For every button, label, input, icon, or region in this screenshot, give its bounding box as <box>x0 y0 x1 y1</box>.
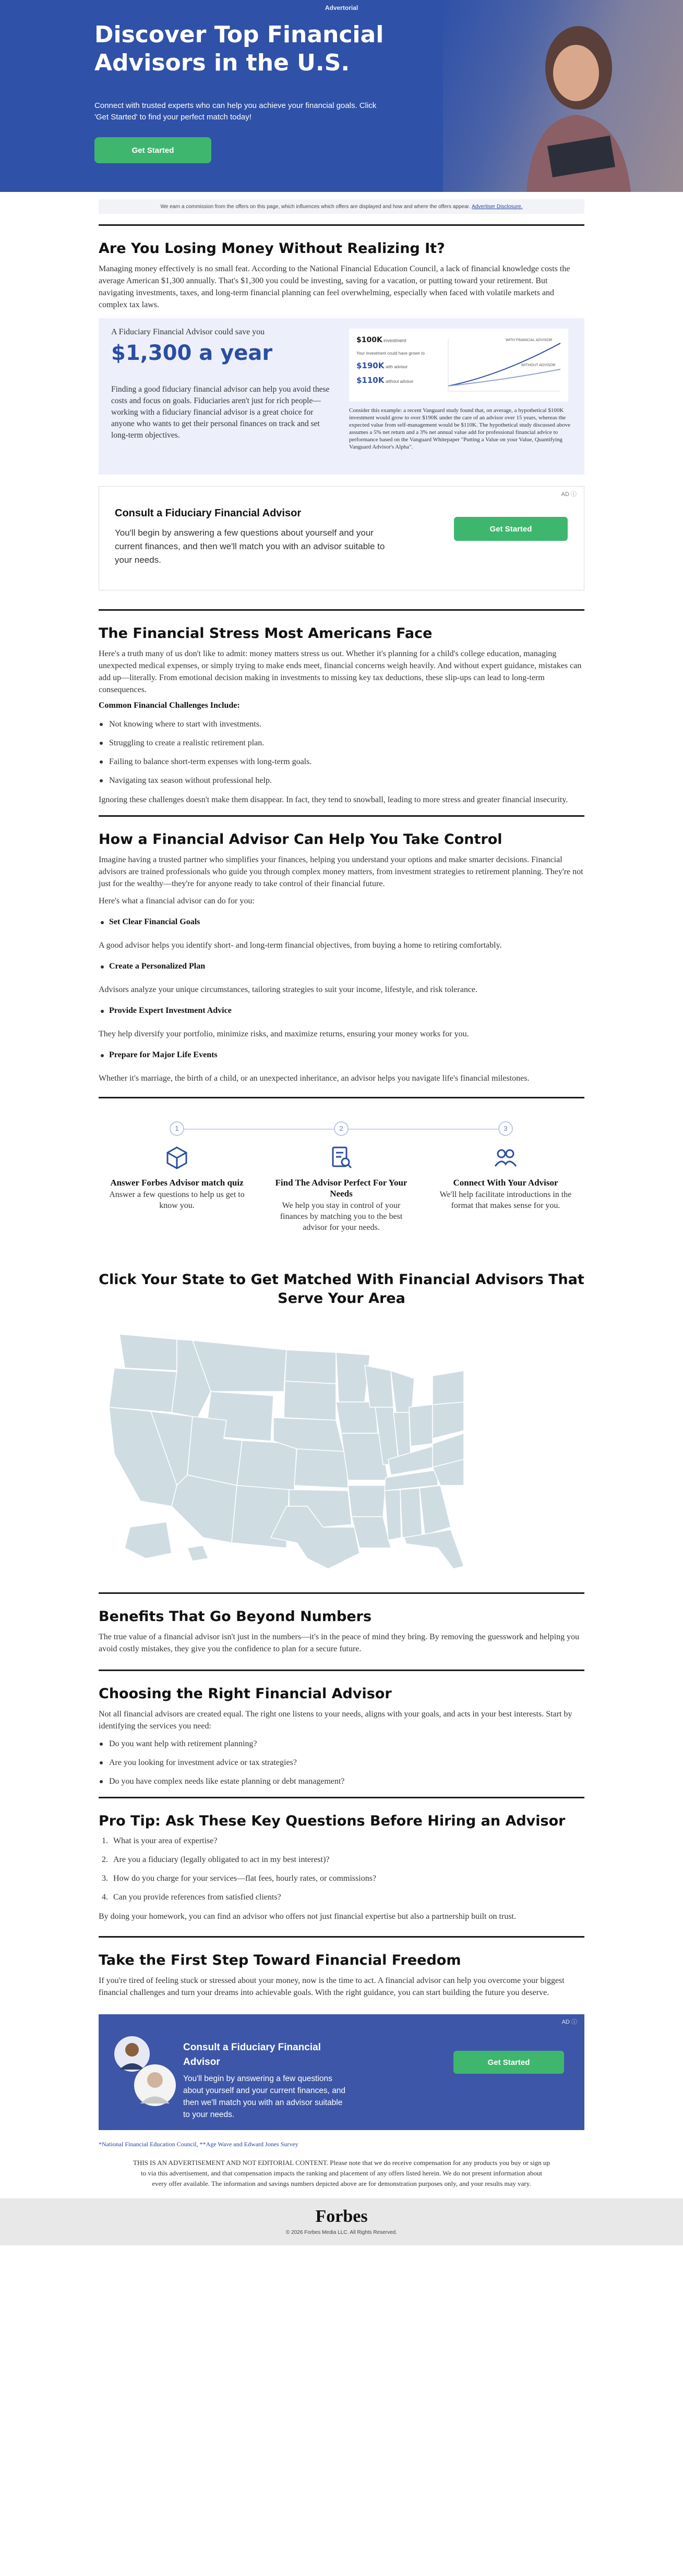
questions-list <box>110 1835 584 1903</box>
list-item: Do you have complex needs like estate planning or debt management? <box>99 1776 584 1787</box>
step-3 <box>438 1119 573 1211</box>
map-title: Click Your State to Get Matched With Financial Advisors That Serve Your Area <box>99 1272 584 1307</box>
step-text: We'll help facilitate introductions in the format that makes sense for you. <box>439 1190 572 1210</box>
section-divider <box>99 1097 584 1098</box>
ad-title: Consult a Fiduciary Financial Advisor <box>115 507 302 519</box>
section-title: Pro Tip: Ask These Key Questions Before Hiring an Advisor <box>99 1813 566 1829</box>
state-hawaii[interactable] <box>187 1545 208 1561</box>
state-arkansas[interactable] <box>348 1485 386 1517</box>
section-title: Benefits That Go Beyond Numbers <box>99 1609 372 1625</box>
step-title: Answer Forbes Advisor match quiz <box>110 1178 244 1188</box>
state-georgia[interactable] <box>420 1485 451 1535</box>
state-pennsylvania[interactable] <box>433 1402 464 1438</box>
section-body: Imagine having a trusted partner who simplifies your finances, helping you understand your options and make smarter decisions. Financial advisors are trained professionals who guide you through complex money matters, from investment strategies to retirement planning. They're not just for the wealthy—they're for anyone ready to take control of their financial future. <box>99 855 583 888</box>
state-north-dakota[interactable] <box>285 1350 336 1384</box>
section-body: Here's a truth many of us don't like to admit: money matters stress us out. Whether it's planning for a child's college education, managing unexpected medical expenses, or simply trying to make ends meet, financial concerns weigh heavily. And without expert guidance, mistakes can add up—literally. From emotional decision making in investments to missing key tax deductions, these slip-ups can lead to long-term consequences. <box>99 649 582 694</box>
benefit-heading: Prepare for Major Life Events <box>109 1050 584 1060</box>
list-item: 3. How do you charge for your services—flat fees, hourly rates, or commissions? <box>110 1873 584 1884</box>
without-advisor-line <box>448 369 560 386</box>
section-divider <box>99 1670 584 1671</box>
list-item: 2. Are you a fiduciary (legally obligated to act in my best interest)? <box>110 1854 584 1866</box>
section-title: Choosing the Right Financial Advisor <box>99 1686 392 1702</box>
state-alabama[interactable] <box>400 1488 422 1538</box>
benefit-text: They help diversify your portfolio, minimize risks, and maximize returns, ensuring your money works for you. <box>99 1030 469 1038</box>
section-divider <box>99 1936 584 1938</box>
disclosure-text: We earn a commission from the offers on this page, which influences which offers are displayed and how and where the offers appear. <box>160 203 471 210</box>
ad-get-started-button[interactable]: Get Started <box>454 517 568 541</box>
chart-start-label: investment <box>384 338 406 343</box>
services-list <box>99 1738 584 1787</box>
savings-amount: $1,300 a year <box>111 341 273 365</box>
benefit-heading: Provide Expert Investment Advice <box>109 1006 584 1015</box>
list-item: Are you looking for investment advice or tax strategies? <box>99 1757 584 1769</box>
chart-start-value: $100K <box>356 336 382 344</box>
ad-badge[interactable]: AD ⓘ <box>561 2019 577 2025</box>
section-body: By doing your homework, you can find an advisor who offers not just financial expertise but also a partnership built on trust. <box>99 1912 516 1921</box>
challenges-list <box>99 719 584 787</box>
commission-disclosure <box>99 199 584 214</box>
benefit-heading: Create a Personalized Plan <box>109 962 584 971</box>
section-body: Managing money effectively is no small feat. According to the National Financial Education Council, a lack of financial knowledge costs the average American $1,300 annually. That's $1,300 you could be investing, saving for a vacation, or putting toward your retirement. But navigating investments, taxes, and long-term financial planning can feel overwhelming, especially when faced with volatile markets and complex tax laws. <box>99 264 570 309</box>
step-text: We help you stay in control of your finances by matching you to the best advisor for your needs. <box>280 1201 403 1232</box>
list-item: 4. Can you provide references from satisfied clients? <box>110 1892 584 1903</box>
section-body: If you're tired of feeling stuck or stressed about your money, now is the time to act. A financial advisor can help you overcome your biggest financial challenges and turn your dreams into achievable goals. With the right guidance, you can start building the future you deserve. <box>99 1976 565 1997</box>
hero-get-started-button[interactable]: Get Started <box>94 137 211 163</box>
state-kansas[interactable] <box>294 1449 348 1488</box>
chart-mid-caption: Your investment could have grown to <box>356 351 425 356</box>
bottom-consult-ad <box>99 2014 584 2130</box>
section-divider <box>99 1592 584 1594</box>
step-number: 3 <box>498 1121 513 1136</box>
section-title: Are You Losing Money Without Realizing It? <box>99 240 445 257</box>
state-minnesota[interactable] <box>336 1352 370 1402</box>
advisor-avatars <box>113 2033 176 2111</box>
hero-title: Discover Top Financial Advisors in the U.S. <box>94 21 384 76</box>
section-body: The true value of a financial advisor isn't just in the numbers—it's in the peace of mind they bring. By removing the guesswork and helping you avoid costly mistakes, they give you the confidence to plan for a secure future. <box>99 1632 580 1653</box>
ad-get-started-button[interactable]: Get Started <box>453 2051 564 2074</box>
section-divider <box>99 609 584 611</box>
footnote-sources: *National Financial Education Council, **Age Wave and Edward Jones Survey <box>99 2140 298 2148</box>
state-washington[interactable] <box>119 1334 177 1371</box>
step-title: Connect With Your Advisor <box>453 1178 558 1188</box>
list-item: 1. What is your area of expertise? <box>110 1835 584 1847</box>
list-item: Failing to balance short-term expenses with long-term goals. <box>99 756 584 768</box>
savings-text: Finding a good fiduciary financial advisor can help you avoid these costs and focus on goals. Fiduciaries aren't just for rich people—working with a fiduciary financial advisor is a great choice for anyone who wants to get their personal finances on track and set long-term objectives. <box>111 385 330 440</box>
benefit-heading: Set Clear Financial Goals <box>109 917 584 927</box>
section-title: Take the First Step Toward Financial Freedom <box>99 1952 461 1968</box>
growth-chart <box>349 329 568 402</box>
chart-line-without-label: WITHOUT ADVISOR <box>521 364 556 367</box>
section-title: The Financial Stress Most Americans Face <box>99 625 433 642</box>
copyright: © 2026 Forbes Media LLC. All Rights Reserved. <box>285 2230 398 2235</box>
state-arizona[interactable] <box>172 1475 237 1543</box>
state-new-york[interactable] <box>433 1371 464 1405</box>
step-text: Answer a few questions to help us get to know you. <box>109 1190 245 1210</box>
list-item: Do you want help with retirement planning? <box>99 1738 584 1750</box>
state-south-dakota[interactable] <box>284 1381 336 1420</box>
forbes-logo[interactable]: Forbes <box>315 2207 368 2226</box>
chart-without-value: $110K <box>356 376 385 385</box>
list-heading: Common Financial Challenges Include: <box>99 701 240 710</box>
us-state-map[interactable] <box>99 1329 464 1569</box>
state-colorado[interactable] <box>237 1441 297 1491</box>
savings-caption: Consider this example: a recent Vanguard study found that, on average, a hypothetical $100K investment would grow to over $190K under the care of an advisor over 15 years, whereas the expected value from self-management would be $110K. The hypothetical study discussed above assumes a 5% net return and a 3% net annual value add for professional financial advice to performance based on the Vanguard Whitepaper "Putting a Value on your Value, Quantifying Vanguard Advisor's Alpha". <box>349 407 570 450</box>
benefit-text: Advisors analyze your unique circumstances, tailoring strategies to suit your income, lifestyle, and risk tolerance. <box>99 985 478 994</box>
how-it-works-steps <box>99 1119 584 1255</box>
hero-subtitle: Connect with trusted experts who can help you achieve your financial goals. Click 'Get Started' to find your perfect match today! <box>94 101 377 122</box>
section-closing: Ignoring these challenges doesn't make them disappear. In fact, they tend to snowball, leading to more stress and greater financial insecurity. <box>99 795 568 804</box>
chart-with-label: with advisor <box>386 365 408 369</box>
list-item: Struggling to create a realistic retirement plan. <box>99 737 584 749</box>
section-divider <box>99 815 584 817</box>
savings-box <box>99 318 584 475</box>
section-divider <box>99 1797 584 1798</box>
hero-banner <box>0 0 683 192</box>
cube-icon <box>164 1145 189 1170</box>
chart-line-with-label: WITH FINANCIAL ADVISOR <box>506 338 553 342</box>
step-number: 2 <box>334 1121 349 1136</box>
section-body: Not all financial advisors are created equal. The right one listens to your needs, aligns with your goals, and acts in your best interests. Start by identifying the services you need: <box>99 1710 572 1731</box>
state-alaska[interactable] <box>125 1522 172 1558</box>
ad-title: Consult a Fiduciary Financial Advisor <box>183 2042 321 2067</box>
step-1 <box>109 1119 245 1211</box>
list-item: Not knowing where to start with investments. <box>99 719 584 730</box>
ad-badge[interactable]: AD ⓘ <box>561 491 577 498</box>
chart-without-label: without advisor <box>386 379 414 384</box>
state-ohio[interactable] <box>409 1405 433 1446</box>
section-divider <box>99 224 584 226</box>
state-michigan[interactable] <box>391 1371 414 1412</box>
step-number: 1 <box>170 1121 184 1136</box>
state-oregon[interactable] <box>109 1368 177 1412</box>
document-search-icon <box>329 1145 354 1170</box>
step-title: Find The Advisor Perfect For Your Needs <box>275 1178 408 1199</box>
article <box>99 224 584 2148</box>
section-intro: Here's what a financial advisor can do for you: <box>99 897 255 905</box>
advertiser-disclosure-link[interactable]: Advertiser Disclosure. <box>472 203 523 210</box>
connect-people-icon <box>493 1145 518 1170</box>
step-2 <box>273 1119 409 1233</box>
benefit-text: Whether it's marriage, the birth of a child, or an unexpected inheritance, an advisor helps you navigate life's financial milestones. <box>99 1074 530 1083</box>
state-wisconsin[interactable] <box>365 1365 393 1407</box>
list-item: Navigating tax season without professional help. <box>99 775 584 787</box>
ad-text: You'll begin by answering a few questions about yourself and your current finances, and then we'll match you with an advisor suitable to your needs. <box>183 2074 346 2119</box>
advertorial-label: Advertorial <box>325 4 358 11</box>
section-title: How a Financial Advisor Can Help You Take Control <box>99 831 502 848</box>
hero-person-image <box>490 10 646 192</box>
ad-text: You'll begin by answering a few questions about yourself and your current finances, and then we'll match you with an advisor suitable to your needs. <box>115 528 385 565</box>
savings-label: A Fiduciary Financial Advisor could save you <box>111 328 265 336</box>
page-footer <box>0 2198 683 2245</box>
chart-with-value: $190K <box>356 361 385 370</box>
benefit-text: A good advisor helps you identify short- and long-term financial objectives, from buying a home to retiring comfortably. <box>99 941 502 950</box>
advertisement-disclaimer: THIS IS AN ADVERTISEMENT AND NOT EDITORIAL CONTENT. Please note that we do receive compensation for any products you buy or sign up to via this advertisement, and that compensation impacts the ranking and placement of any offers listed herein. We do not present information about every offer available. The information and savings numbers depicted above are for demonstration purposes only, and your results may vary. <box>133 2159 550 2187</box>
consult-advisor-ad <box>99 486 584 590</box>
